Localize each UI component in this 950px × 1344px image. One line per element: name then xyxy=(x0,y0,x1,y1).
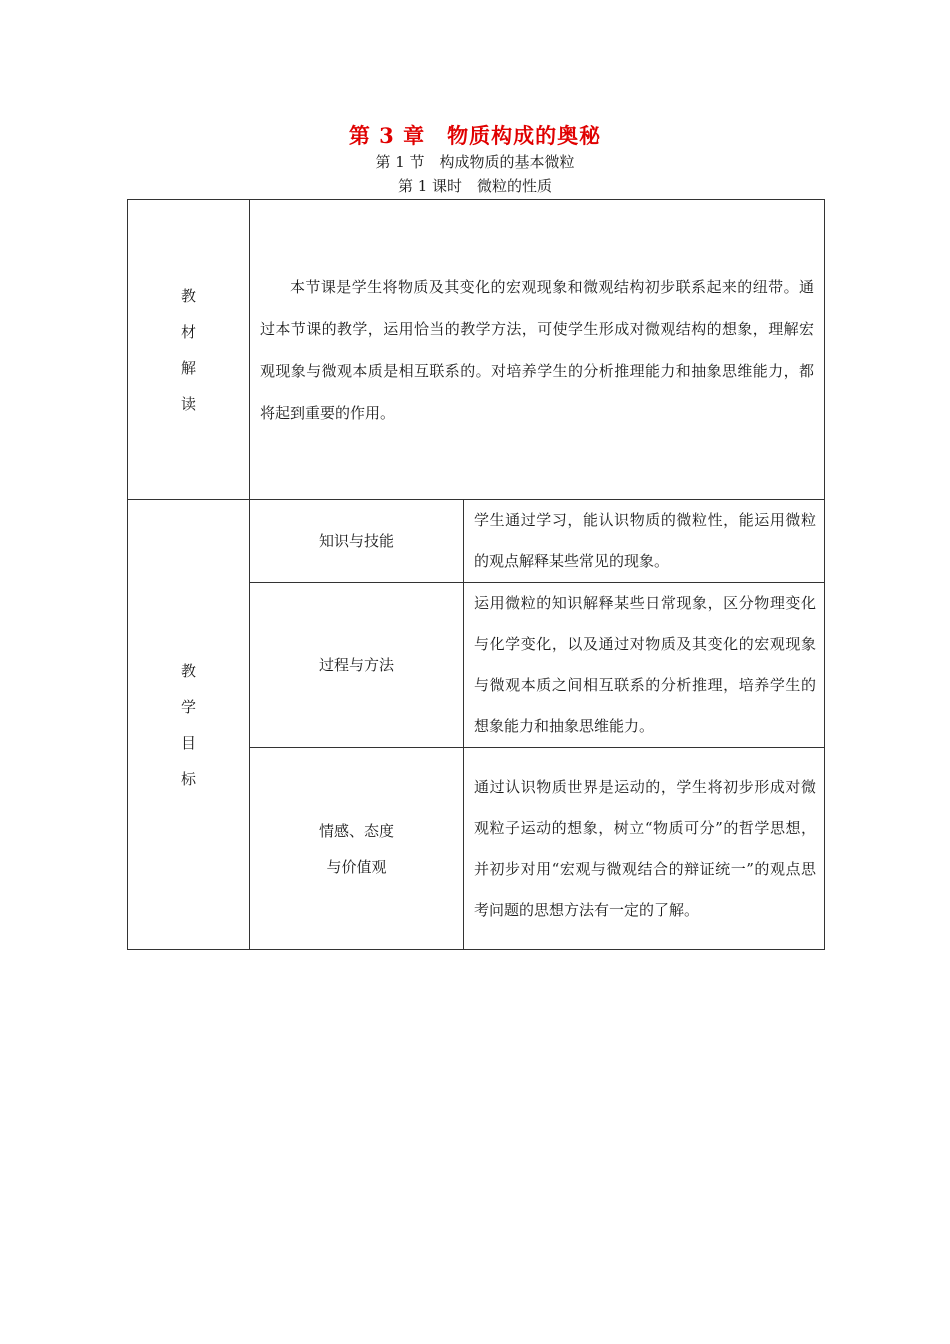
goal-row-knowledge xyxy=(128,500,825,583)
emotion-aspect-line: 与价值观 xyxy=(326,857,387,876)
reading-label xyxy=(128,200,250,500)
emotion-aspect xyxy=(250,748,464,950)
reading-row xyxy=(128,200,825,500)
process-aspect: 过程与方法 xyxy=(250,583,464,748)
goals-label-char: 学 xyxy=(180,697,196,716)
reading-content: 本节课是学生将物质及其变化的宏观现象和微观结构初步联系起来的纽带。通过本节课的教学，运用恰当的教学方法，可使学生形成对微观结构的想象，理解宏观现象与微观本质是相互联系的。对培养学生的分析推理能力和抽象思维能力，都将起到重要的作用。 xyxy=(250,200,825,500)
goals-label-char: 标 xyxy=(180,769,196,788)
reading-label-char: 教 xyxy=(180,286,196,305)
goals-label-char: 目 xyxy=(180,733,196,752)
goals-label-char: 教 xyxy=(180,661,196,680)
section-title: 第 1 节 构成物质的基本微粒 xyxy=(375,153,575,171)
emotion-aspect-line: 情感、态度 xyxy=(318,821,394,840)
knowledge-aspect: 知识与技能 xyxy=(250,500,464,583)
goals-label xyxy=(128,500,250,950)
knowledge-content: 学生通过学习，能认识物质的微粒性，能运用微粒的观点解释某些常见的现象。 xyxy=(464,500,825,583)
process-content: 运用微粒的知识解释某些日常现象，区分物理变化与化学变化，以及通过对物质及其变化的宏观现象与微观本质之间相互联系的分析推理，培养学生的想象能力和抽象思维能力。 xyxy=(464,583,825,748)
chapter-title: 第 3 章 物质构成的奥秘 xyxy=(348,123,602,148)
reading-label-char: 材 xyxy=(180,322,196,341)
lesson-plan-table xyxy=(127,199,825,950)
reading-label-char: 读 xyxy=(180,394,196,413)
emotion-content: 通过认识物质世界是运动的，学生将初步形成对微观粒子运动的想象，树立“物质可分”的哲学思想，并初步对用“宏观与微观结合的辩证统一”的观点思考问题的思想方法有一定的了解。 xyxy=(464,748,825,950)
reading-label-char: 解 xyxy=(180,358,196,377)
lesson-title: 第 1 课时 微粒的性质 xyxy=(397,177,553,195)
